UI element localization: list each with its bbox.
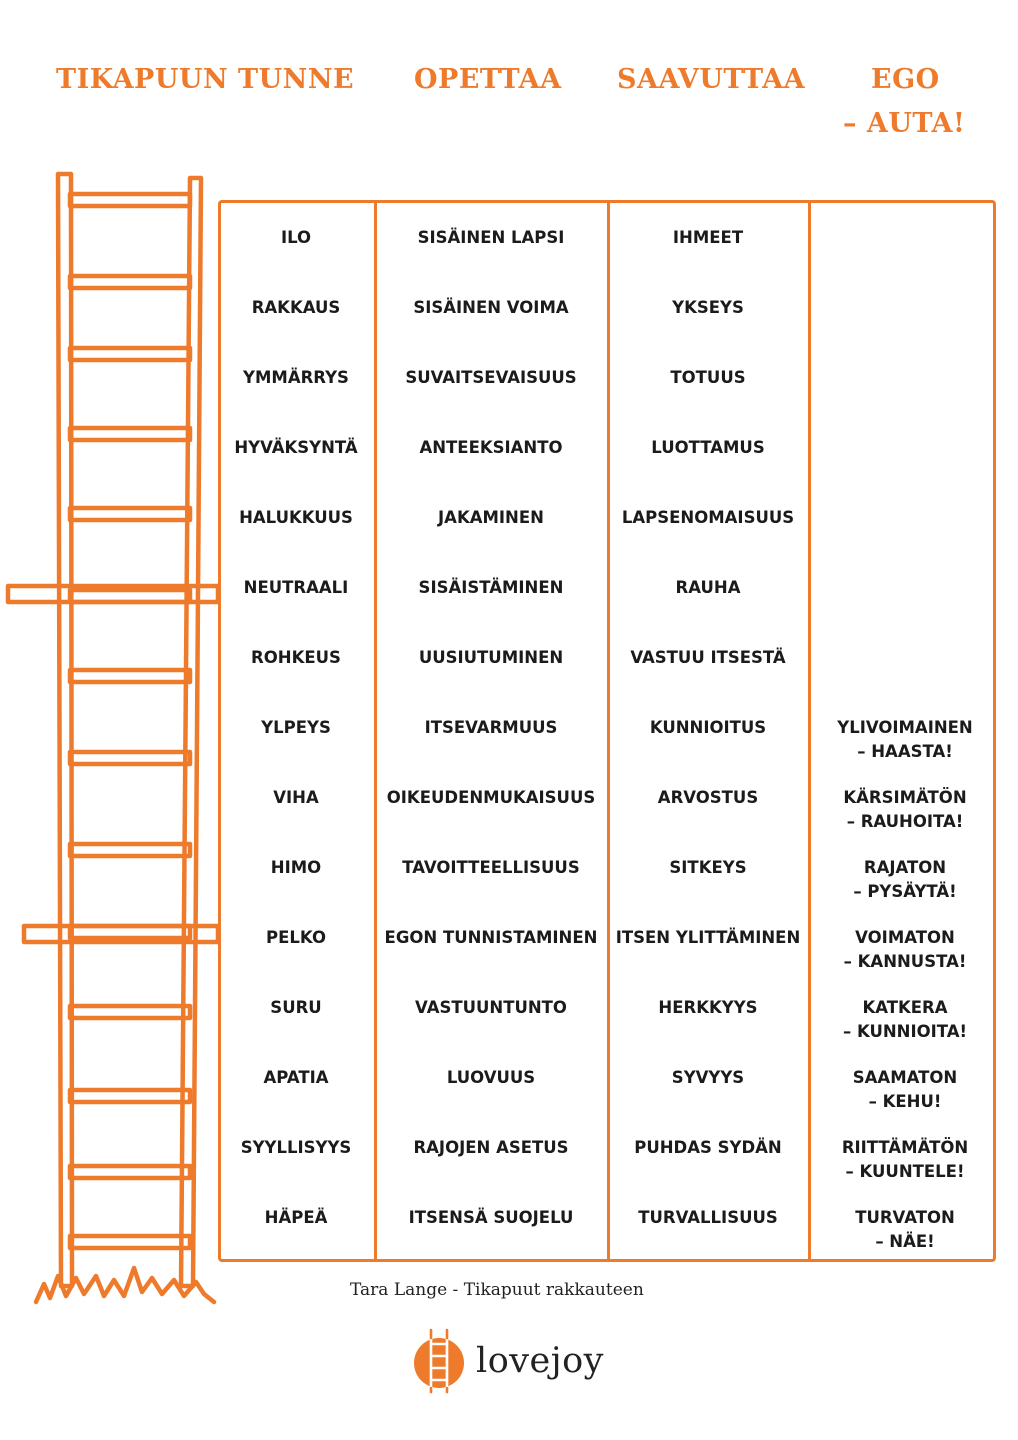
cell-ego bbox=[853, 856, 956, 904]
ladder-rung bbox=[70, 428, 190, 440]
cell-tunne: SYYLLISYYS bbox=[240, 1138, 352, 1157]
ego-trait: SAAMATON bbox=[852, 1068, 958, 1087]
cell-opettaa: ITSENSÄ SUOJELU bbox=[408, 1208, 574, 1227]
credit-text: Tara Lange - Tikapuut rakkauteen bbox=[350, 1280, 644, 1300]
header-tikapuun-tunne: TIKAPUUN TUNNE bbox=[56, 64, 355, 95]
cell-tunne: PELKO bbox=[266, 928, 326, 947]
cell-saavuttaa: LAPSENOMAISUUS bbox=[621, 508, 795, 527]
cell-saavuttaa: VASTUU ITSESTÄ bbox=[630, 648, 786, 667]
cell-opettaa: SISÄISTÄMINEN bbox=[418, 578, 564, 597]
cell-tunne: NEUTRAALI bbox=[243, 578, 349, 597]
ladder-rung bbox=[70, 1236, 190, 1248]
cell-opettaa: TAVOITTEELLISUUS bbox=[402, 858, 580, 877]
cell-tunne: SURU bbox=[270, 998, 322, 1017]
cell-saavuttaa: YKSEYS bbox=[672, 298, 744, 317]
header-ego: EGO bbox=[871, 64, 940, 95]
cell-saavuttaa: ARVOSTUS bbox=[657, 788, 759, 807]
ego-trait: KÄRSIMÄTÖN bbox=[843, 788, 967, 807]
cell-ego bbox=[844, 926, 967, 974]
ladder-rung bbox=[70, 590, 190, 602]
logo-wordmark: lovejoy bbox=[476, 1341, 604, 1381]
cell-opettaa: SISÄINEN VOIMA bbox=[413, 298, 569, 317]
cell-saavuttaa: PUHDAS SYDÄN bbox=[634, 1138, 782, 1157]
ladder-illustration bbox=[0, 0, 230, 1320]
ego-action: – KANNUSTA! bbox=[843, 952, 967, 971]
cell-opettaa: UUSIUTUMINEN bbox=[418, 648, 564, 667]
ego-action: – RAUHOITA! bbox=[846, 812, 964, 831]
cell-saavuttaa: HERKKYYS bbox=[658, 998, 758, 1017]
ladder-rung bbox=[70, 752, 190, 764]
cell-opettaa: LUOVUUS bbox=[446, 1068, 536, 1087]
ladder-rung bbox=[70, 1006, 190, 1018]
cell-opettaa: JAKAMINEN bbox=[438, 508, 544, 527]
ego-action: – PYSÄYTÄ! bbox=[853, 882, 957, 901]
header-ego-auta: – AUTA! bbox=[843, 108, 966, 139]
cell-ego bbox=[842, 1136, 968, 1184]
ego-trait: VOIMATON bbox=[855, 928, 955, 947]
ego-trait: TURVATON bbox=[855, 1208, 955, 1227]
cell-saavuttaa: TURVALLISUUS bbox=[638, 1208, 778, 1227]
cell-opettaa: SISÄINEN LAPSI bbox=[417, 228, 565, 247]
cell-tunne: VIHA bbox=[273, 788, 319, 807]
ego-trait: RAJATON bbox=[863, 858, 947, 877]
ego-action: – KUNNIOITA! bbox=[842, 1022, 968, 1041]
cell-opettaa: VASTUUNTUNTO bbox=[415, 998, 567, 1017]
ego-trait: RIITTÄMÄTÖN bbox=[841, 1138, 969, 1157]
ego-action: – NÄE! bbox=[875, 1232, 935, 1251]
cell-saavuttaa: RAUHA bbox=[675, 578, 741, 597]
ego-action: – HAASTA! bbox=[857, 742, 953, 761]
cell-opettaa: RAJOJEN ASETUS bbox=[413, 1138, 569, 1157]
lovejoy-logo bbox=[412, 1328, 604, 1394]
ladder-rung bbox=[70, 194, 190, 206]
ladder-rung bbox=[70, 844, 190, 856]
column-divider bbox=[374, 200, 377, 1262]
cell-ego bbox=[853, 1066, 957, 1114]
header-opettaa: OPETTAA bbox=[414, 64, 562, 95]
cell-saavuttaa: IHMEET bbox=[672, 228, 744, 247]
cell-saavuttaa: ITSEN YLITTÄMINEN bbox=[615, 928, 801, 947]
cell-saavuttaa: SITKEYS bbox=[669, 858, 747, 877]
cell-ego bbox=[843, 996, 967, 1044]
cell-ego bbox=[843, 786, 966, 834]
cell-tunne: HIMO bbox=[270, 858, 322, 877]
column-divider bbox=[808, 200, 811, 1262]
cell-opettaa: SUVAITSEVAISUUS bbox=[405, 368, 577, 387]
cell-tunne: ILO bbox=[280, 228, 312, 247]
cell-ego bbox=[837, 716, 972, 764]
cell-tunne: RAKKAUS bbox=[251, 298, 341, 317]
cell-ego bbox=[855, 1206, 955, 1254]
ladder-rung bbox=[70, 276, 190, 288]
ego-action: – KUUNTELE! bbox=[845, 1162, 965, 1181]
ladder-rung bbox=[70, 670, 190, 682]
cell-tunne: YLPEYS bbox=[261, 718, 331, 737]
cell-opettaa: ANTEEKSIANTO bbox=[419, 438, 563, 457]
cell-saavuttaa: KUNNIOITUS bbox=[649, 718, 767, 737]
ladder-rung bbox=[70, 348, 190, 360]
ladder-rung bbox=[70, 1090, 190, 1102]
cell-saavuttaa: LUOTTAMUS bbox=[651, 438, 765, 457]
cell-tunne: HÄPEÄ bbox=[264, 1208, 328, 1227]
ego-trait: YLIVOIMAINEN bbox=[837, 718, 973, 737]
column-divider bbox=[607, 200, 610, 1262]
cell-tunne: YMMÄRRYS bbox=[243, 368, 349, 387]
cell-saavuttaa: TOTUUS bbox=[670, 368, 746, 387]
header-saavuttaa: SAAVUTTAA bbox=[617, 64, 806, 95]
cell-saavuttaa: SYVYYS bbox=[671, 1068, 745, 1087]
ladder-rung bbox=[70, 1166, 190, 1178]
cell-opettaa: OIKEUDENMUKAISUUS bbox=[386, 788, 596, 807]
cell-tunne: APATIA bbox=[263, 1068, 329, 1087]
cell-tunne: HYVÄKSYNTÄ bbox=[234, 438, 358, 457]
ladder-circle-icon bbox=[412, 1328, 466, 1394]
cell-opettaa: EGON TUNNISTAMINEN bbox=[384, 928, 598, 947]
ladder-rung bbox=[70, 926, 190, 938]
ego-action: – KEHU! bbox=[868, 1092, 942, 1111]
ladder-rung bbox=[70, 508, 190, 520]
cell-tunne: HALUKKUUS bbox=[239, 508, 353, 527]
ego-trait: KATKERA bbox=[862, 998, 948, 1017]
cell-opettaa: ITSEVARMUUS bbox=[424, 718, 558, 737]
cell-tunne: ROHKEUS bbox=[251, 648, 341, 667]
